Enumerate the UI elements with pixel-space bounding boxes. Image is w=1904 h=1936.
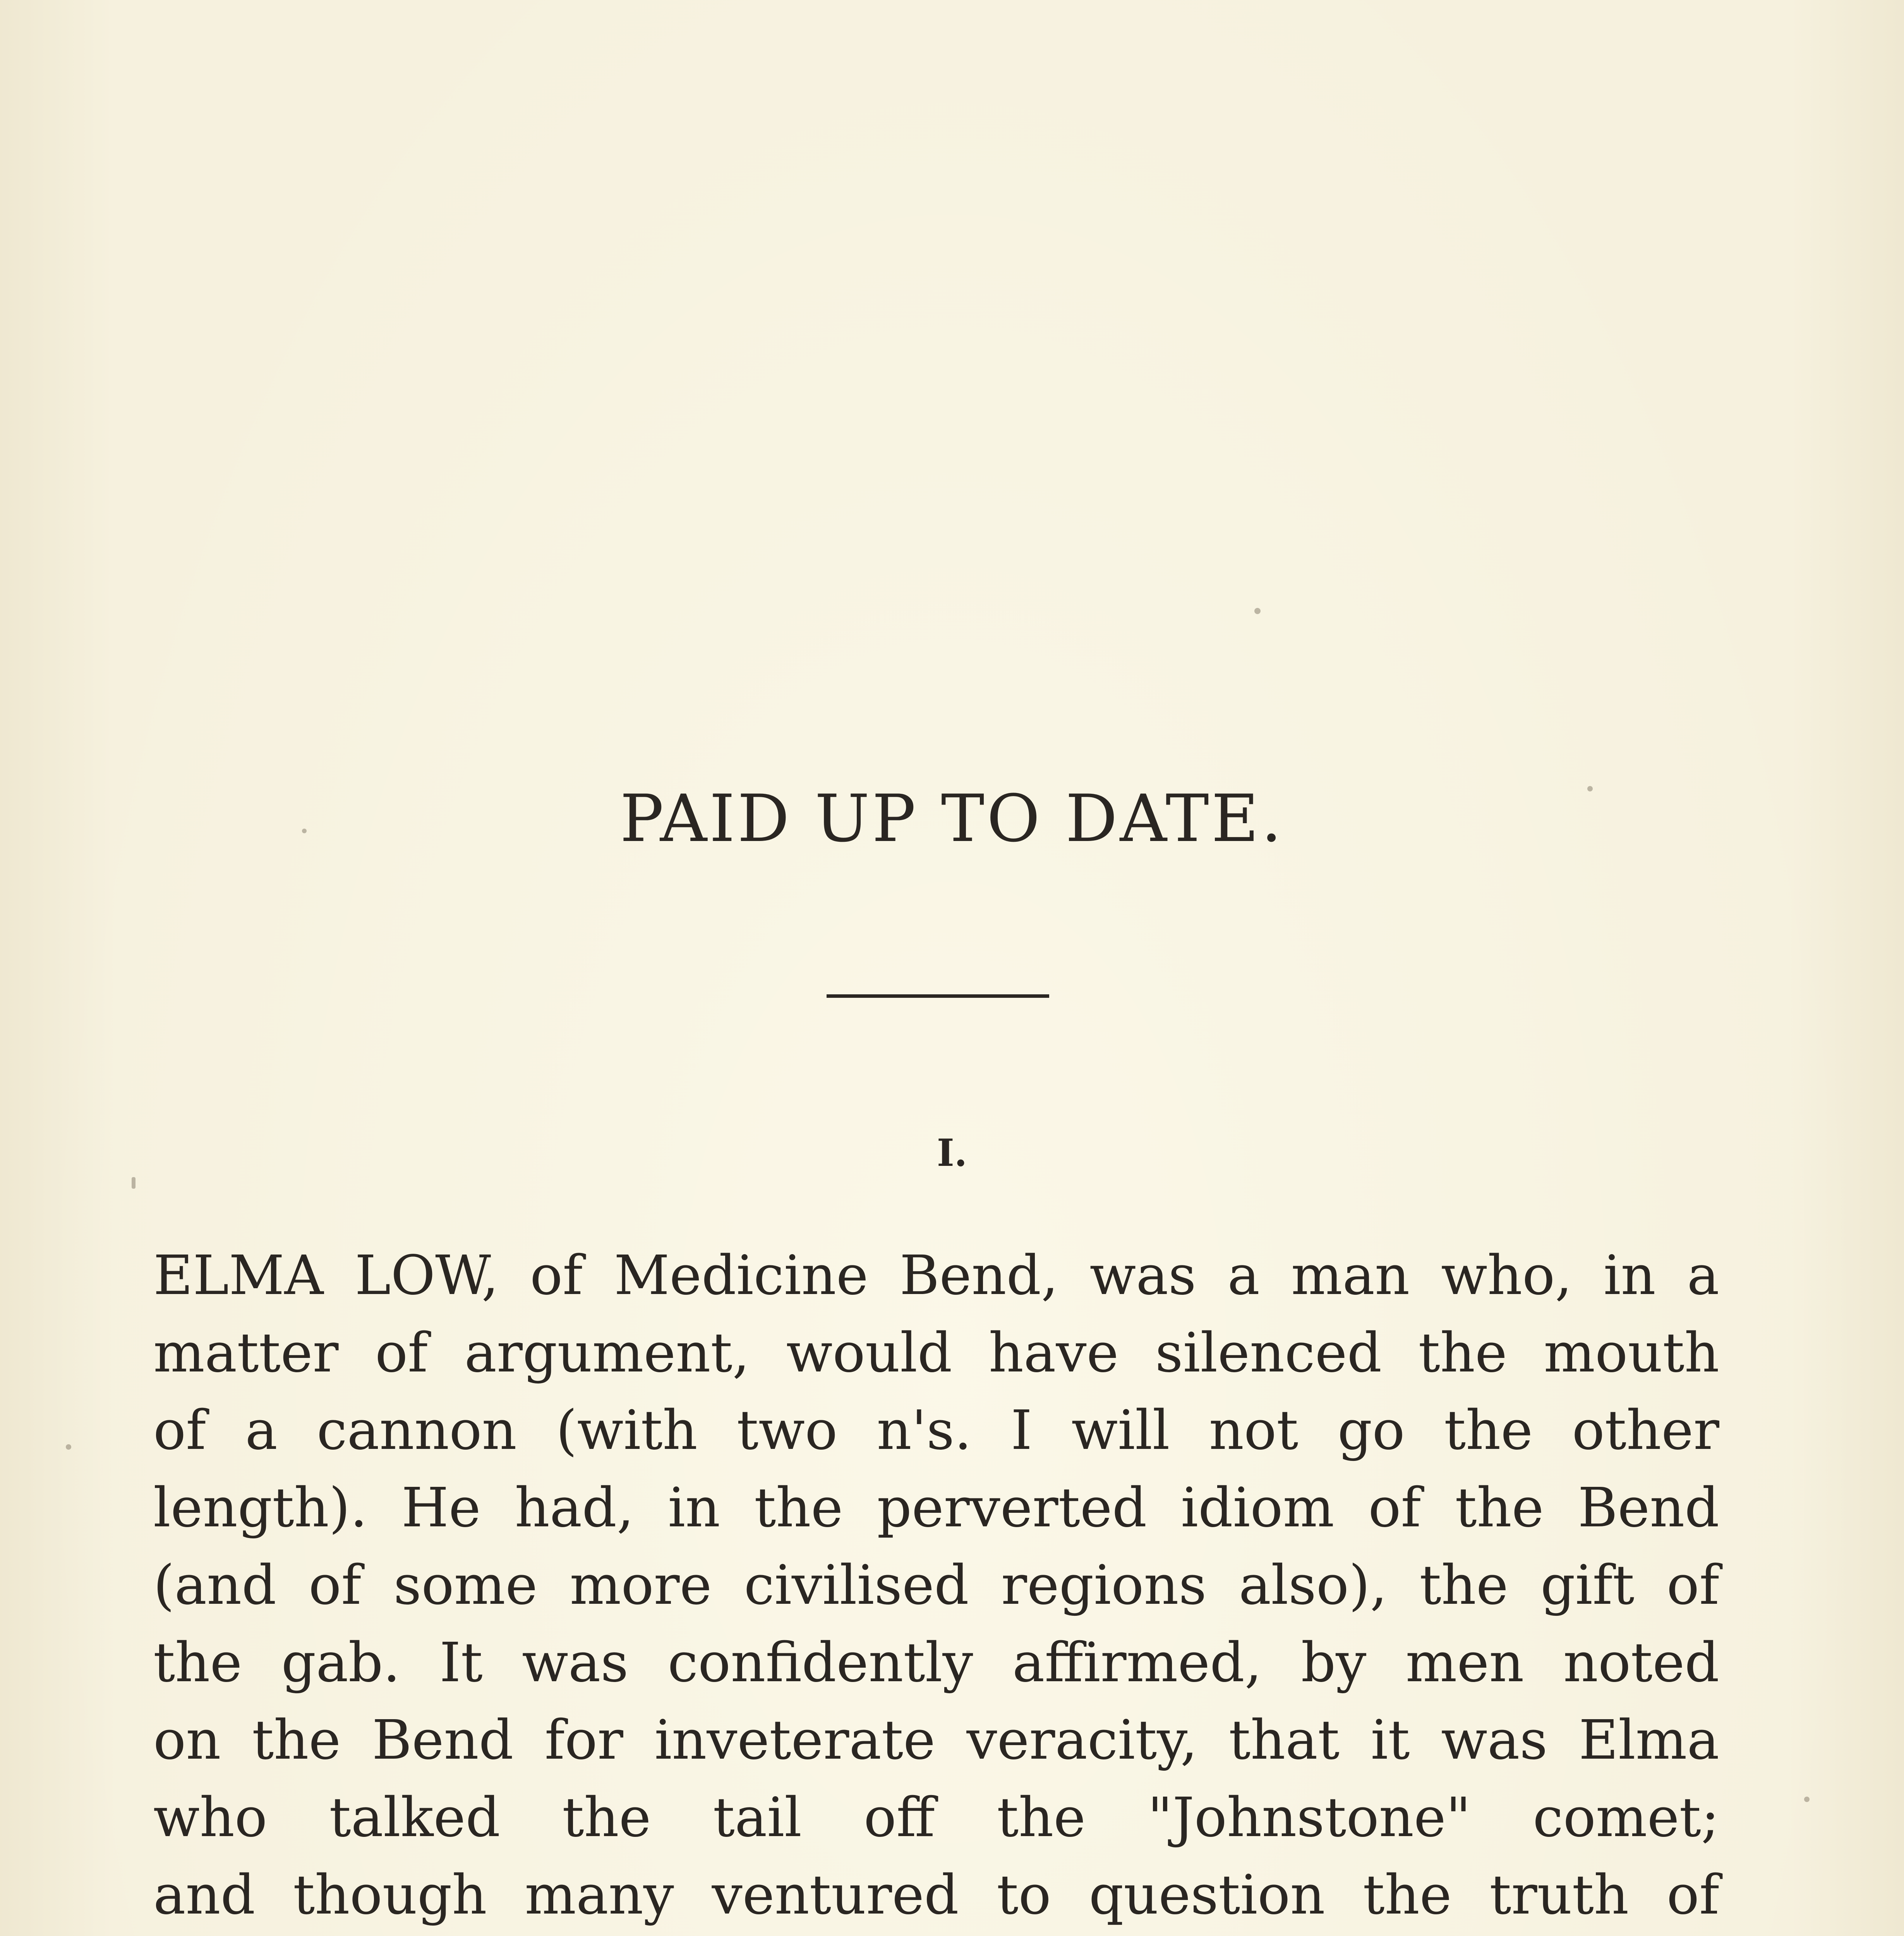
text-line: (and of some more civilised regions also), the gift of (153, 1554, 1719, 1617)
text-line: matter of argument, would have silenced the mouth (153, 1322, 1719, 1385)
scan-speck (1254, 608, 1261, 614)
scan-speck (66, 1444, 71, 1450)
scan-speck (132, 1177, 136, 1189)
text-line: and though many ventured to question the truth of (153, 1864, 1719, 1927)
text-line: on the Bend for inveterate veracity, that it was Elma (153, 1709, 1719, 1772)
text-line (153, 1934, 1719, 1936)
scan-speck (1587, 786, 1593, 791)
scan-speck (1804, 1797, 1810, 1802)
text-line: the gab. It was confidently affirmed, by men noted (153, 1631, 1719, 1694)
text-line: ELMA LOW, of Medicine Bend, was a man who, in a (153, 1244, 1719, 1307)
text-line: of a cannon (with two n's. I will not go the other (153, 1399, 1719, 1462)
text-line: who talked the tail off the "Johnstone" comet; (153, 1786, 1719, 1849)
section-number: I. (937, 1131, 967, 1175)
title-rule (827, 994, 1049, 998)
body-text (153, 1237, 1719, 1936)
text-line: length). He had, in the perverted idiom of the Bend (153, 1476, 1719, 1540)
chapter-title: PAID UP TO DATE. (620, 781, 1284, 856)
scan-speck (302, 829, 307, 833)
